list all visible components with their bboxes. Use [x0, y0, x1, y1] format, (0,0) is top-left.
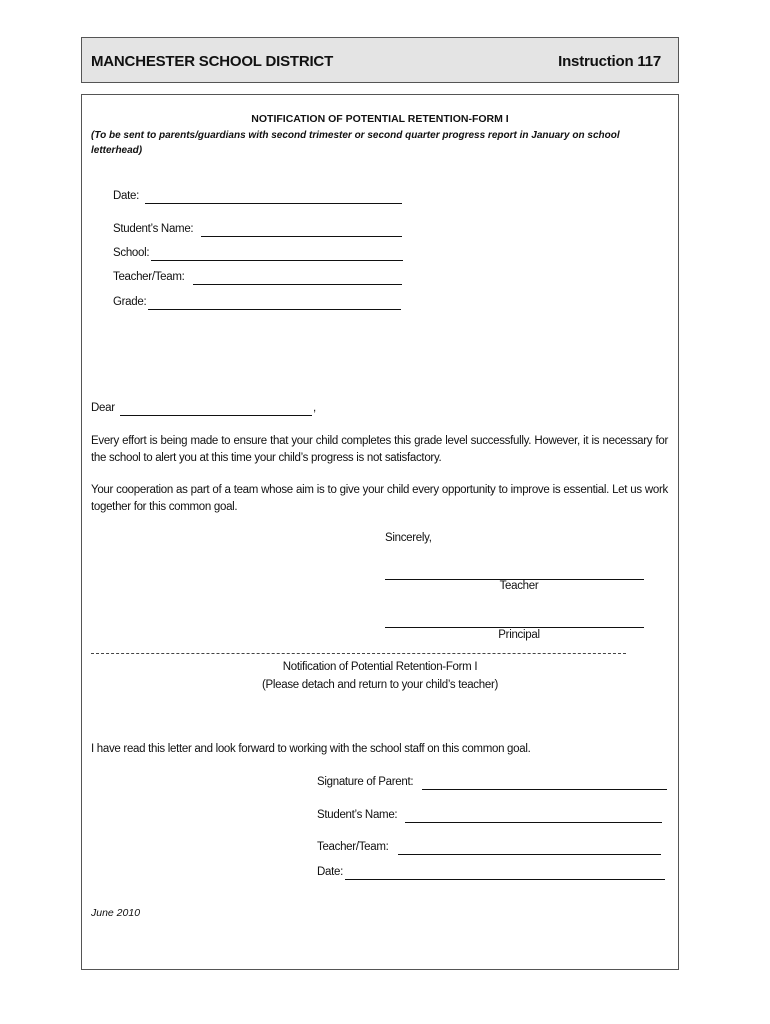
paragraph-2: Your cooperation as part of a team whose aim is to give your child every opportunity to improve is essential. Let us work together for this common goal. [91, 484, 668, 513]
school-label: School: [113, 247, 150, 259]
student-name-line[interactable] [201, 236, 402, 237]
detach-date-line[interactable] [345, 879, 665, 880]
revision-date: June 2010 [91, 907, 141, 919]
student-name-label: Student’s Name: [113, 223, 194, 235]
date-label: Date: [113, 190, 139, 202]
grade-label: Grade: [113, 296, 147, 308]
parent-statement: I have read this letter and look forward to working with the school staff on this common goal. [91, 743, 531, 755]
salutation-line[interactable] [120, 415, 312, 416]
form-subtitle: (To be sent to parents/guardians with second trimester or second quarter progress report in January on school letterhead) [91, 130, 620, 156]
detach-date-label: Date: [317, 866, 343, 878]
closing: Sincerely, [385, 532, 432, 544]
detach-teacher-team-label: Teacher/Team: [317, 841, 389, 853]
school-line[interactable] [151, 260, 403, 261]
paragraph-1: Every effort is being made to ensure that your child completes this grade level successfully. However, it is necessary for the school to alert you at this time your child’s progress is not satisfactory. [91, 435, 668, 464]
detach-teacher-team-line[interactable] [398, 854, 661, 855]
salutation-comma: , [313, 402, 316, 414]
instruction-number: Instruction 117 [558, 53, 661, 70]
district-name: MANCHESTER SCHOOL DISTRICT [91, 53, 334, 70]
grade-line[interactable] [148, 309, 401, 310]
salutation: Dear [91, 402, 115, 414]
teacher-signature-label: Teacher [499, 580, 539, 592]
date-line[interactable] [145, 203, 402, 204]
teacher-team-label: Teacher/Team: [113, 271, 185, 283]
detach-title: Notification of Potential Retention-Form I [282, 661, 478, 673]
detach-student-name-line[interactable] [405, 822, 662, 823]
parent-signature-label: Signature of Parent: [317, 776, 414, 788]
form-title: NOTIFICATION OF POTENTIAL RETENTION-FORM I [251, 113, 509, 125]
detach-line [91, 653, 626, 654]
parent-signature-line[interactable] [422, 789, 667, 790]
document-header [81, 37, 679, 83]
principal-signature-line[interactable] [385, 627, 644, 628]
principal-signature-label: Principal [498, 629, 540, 641]
detach-instruction: (Please detach and return to your child’s teacher) [261, 679, 498, 691]
detach-student-name-label: Student’s Name: [317, 809, 398, 821]
teacher-team-line[interactable] [193, 284, 402, 285]
